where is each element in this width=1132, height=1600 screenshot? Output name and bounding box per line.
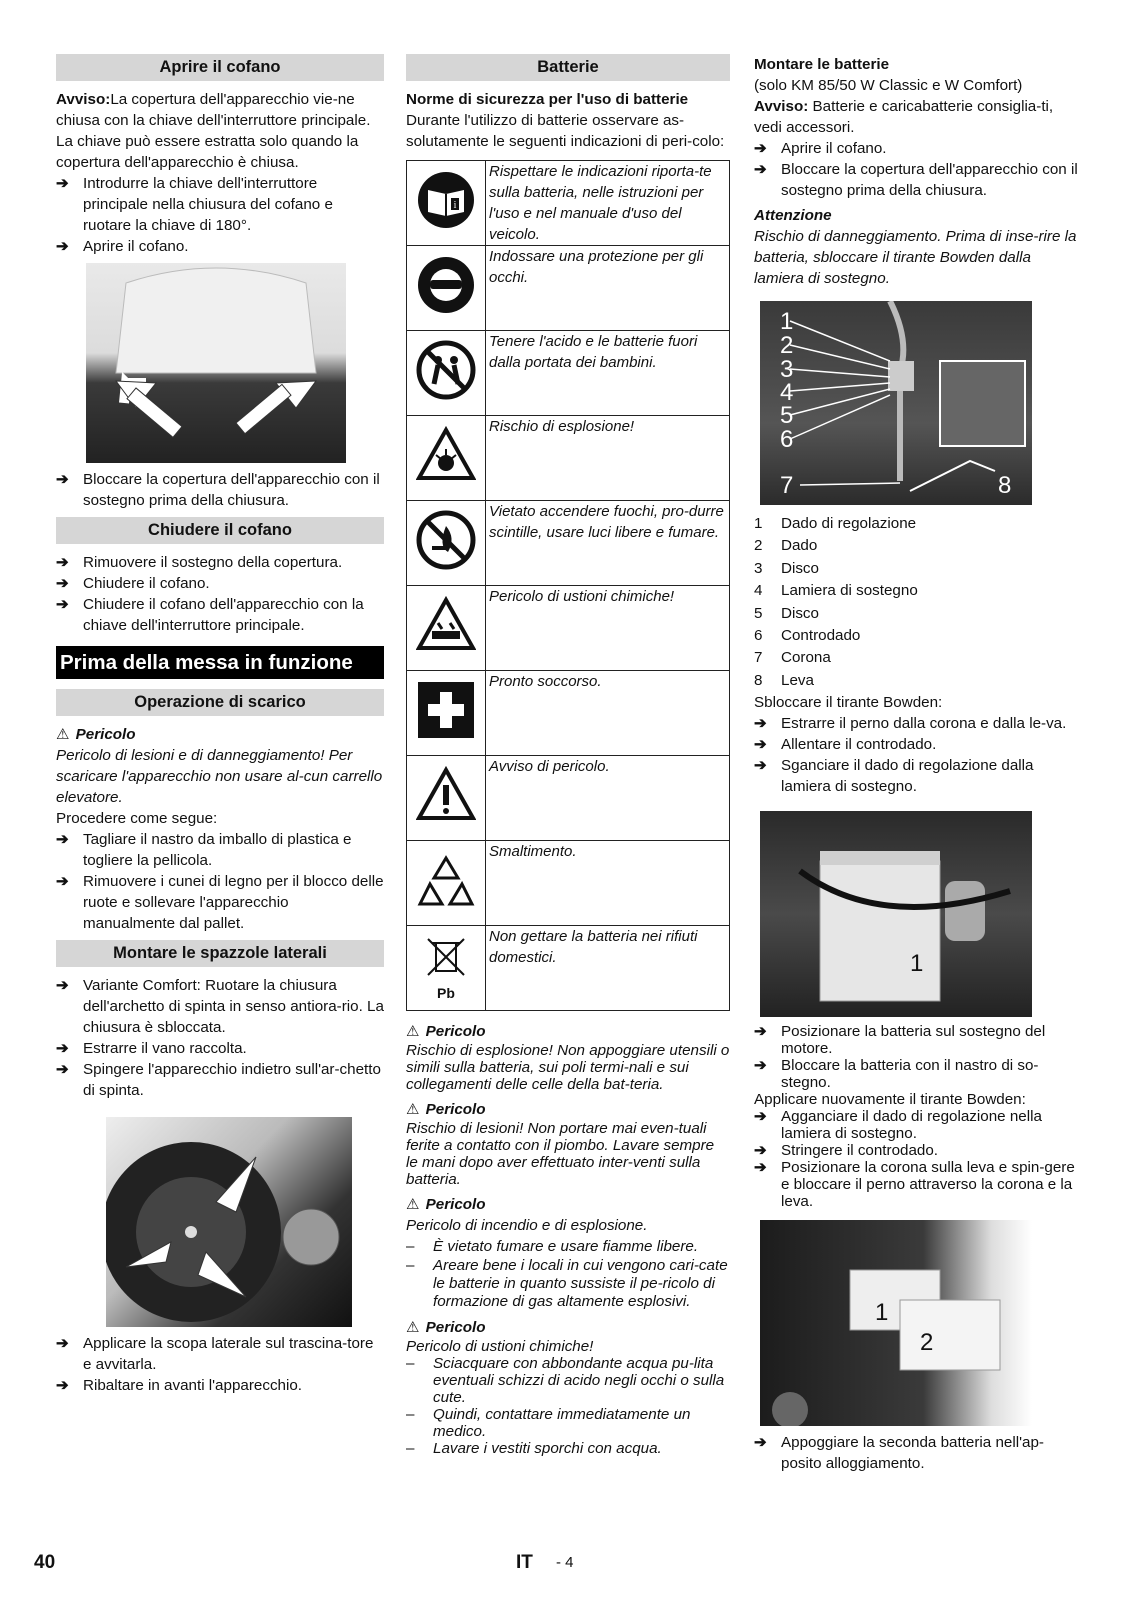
safety-text: Durante l'utilizzo di batterie osservare as-solutamente le seguenti indicazioni di peri-colo: [406,112,725,150]
symbol-text: Vietato accendere fuochi, pro-durre scintille, usare luci libere e fumare. [486,501,730,586]
danger-text: Pericolo di incendio e di esplosione. [406,1217,648,1234]
dash-item: – Quindi, contattare immediatamente un medico. [406,1406,730,1440]
step-item: ➔ Stringere il controdado. [754,1142,1080,1159]
callout-5: 5 [780,402,794,429]
list-item: 4 Lamiera di sostegno [754,582,918,600]
callout-3: 3 [780,356,794,383]
language-code: IT [516,1552,533,1573]
warning-triangle-icon: ⚠ [406,1023,420,1040]
symbol-text: Pronto soccorso. [486,671,730,756]
notice-paragraph [56,89,384,173]
dash-item: – È vietato fumare e usare fiamme libere. [406,1236,730,1257]
page-number: 40 [34,1552,56,1573]
step-item: ➔ Chiudere il cofano. [56,573,384,594]
bowden-graphic [760,301,1032,505]
step-item: ➔ Appoggiare la seconda batteria nell'ap-posito alloggiamento. [754,1432,1080,1474]
notice-paragraph [754,96,1080,138]
table-row [407,586,730,671]
column-right [754,54,1080,1474]
battery-graphic [760,811,1032,1017]
step-item: ➔ Sganciare il dado di regolazione dalla lamiera di sostegno. [754,755,1080,797]
section-page: - 4 [556,1554,574,1571]
danger-text: Rischio di esplosione! Non appoggiare utensili o simili sulla batteria, sui poli termi-nali e sui collegamenti delle celle della bat-teria. [406,1042,730,1093]
step-item: ➔ Chiudere il cofano dell'apparecchio con la chiave dell'interruttore principale. [56,594,384,636]
danger-heading: ⚠ Pericolo [406,1101,486,1118]
warning-triangle-icon: ⚠ [406,1101,420,1118]
step-item: ➔ Ribaltare in avanti l'apparecchio. [56,1375,384,1396]
reapply-intro: Applicare nuovamente il tirante Bowden: [754,1091,1026,1109]
danger-heading: ⚠ Pericolo [56,726,136,743]
symbol-text: Non gettare la batteria nei rifiuti domestici. [486,926,730,1011]
danger-text: Rischio di lesioni! Non portare mai even-tuali ferite a contatto con il piombo. Lavare sempre le mani dopo aver effettuato inter-venti sulla batteria. [406,1120,715,1188]
photo-battery-1 [760,811,1032,1017]
explosion-icon [416,425,476,485]
callout-8: 8 [998,472,1012,499]
corrosive-icon [416,595,476,655]
table-row [407,756,730,841]
step-item: ➔ Bloccare la copertura dell'apparecchio con il sostegno prima della chiusura. [754,159,1080,201]
table-row [407,331,730,416]
step-item: ➔ Posizionare la corona sulla leva e spin-gere e bloccare il perno attraverso la corona e la leva. [754,1159,1080,1210]
step-item: ➔ Aprire il cofano. [754,138,1080,159]
brush-graphic [106,1117,352,1327]
list-item: 7 Corona [754,649,831,667]
warning-triangle-icon: ⚠ [56,726,70,743]
symbol-text: Indossare una protezione per gli occhi. [486,246,730,331]
no-children-icon [416,340,476,400]
danger-text: Pericolo di lesioni e di danneggiamento! Per scaricare l'apparecchio non usare al-cun carrello elevatore. [56,747,383,806]
callout-7: 7 [780,472,794,499]
table-row [407,671,730,756]
no-fire-icon [416,510,476,570]
symbol-text: Avviso di pericolo. [486,756,730,841]
step-item: ➔ Bloccare la batteria con il nastro di so-stegno. [754,1057,1080,1091]
danger-heading: ⚠ Pericolo [406,1319,486,1336]
battery-pair-graphic [760,1220,1032,1426]
photo-battery-2 [760,1220,1032,1426]
list-item: 8 Leva [754,671,814,689]
recycling-icon [416,850,476,910]
safety-title: Norme di sicurezza per l'uso di batterie [406,91,689,108]
table-row [407,246,730,331]
notice-label: Avviso: [56,91,111,108]
warning-icon [416,765,476,825]
photo-callout-1: 1 [910,950,924,978]
step-item: ➔ Rimuovere il sostegno della copertura. [56,552,384,573]
section-heading-unload: Operazione di scarico [56,689,384,716]
mount-heading: Montare le batterie [754,56,890,73]
symbol-text: Pericolo di ustioni chimiche! [486,586,730,671]
notice-text: Batterie e caricabatterie consiglia-ti, vedi accessori. [754,98,1054,136]
danger-text: Pericolo di ustioni chimiche! [406,1338,594,1355]
caution-heading: Attenzione [754,207,832,224]
symbol-text: Rispettare le indicazioni riporta-te sulla batteria, nelle istruzioni per l'uso e nel manuale d'uso del veicolo. [486,161,730,246]
table-row [407,501,730,586]
first-aid-icon [416,680,476,740]
symbol-text: Rischio di esplosione! [486,416,730,501]
warning-triangle-icon: ⚠ [406,1196,420,1213]
dash-item: – Areare bene i locali in cui vengono cari-cate le batterie in quanto sussiste il pe-ricolo di formazione di gas altamente esplosivi. [406,1257,730,1311]
mount-subtitle: (solo KM 85/50 W Classic e W Comfort) [754,77,1023,94]
table-row [407,841,730,926]
symbol-text: Tenere l'acido e le batterie fuori dalla portata dei bambini. [486,331,730,416]
section-heading-close-hood: Chiudere il cofano [56,517,384,544]
manual-info-icon [416,170,476,230]
column-middle [406,54,730,1457]
arrows-graphic [86,263,346,463]
callout-2: 2 [780,332,794,359]
legend-list [754,513,1080,692]
photo-callout-1: 1 [875,1299,889,1327]
no-bin-pb-icon [416,935,476,979]
callout-6: 6 [780,426,794,453]
step-item: ➔ Introdurre la chiave dell'interruttore principale nella chiusura del cofano e ruotare la chiave di 180°. [56,173,384,236]
photo-callout-2: 2 [920,1329,934,1357]
step-item: ➔ Tagliare il nastro da imballo di plastica e togliere la pellicola. [56,829,384,871]
caution-text: Rischio di danneggiamento. Prima di inse-rire la batteria, sbloccare il tirante Bowden dalla lamiera di sostegno. [754,228,1077,287]
safety-symbols-table [406,160,730,1011]
photo-bowden-detail [760,301,1032,505]
table-row [407,161,730,246]
column-left [56,54,384,1396]
callout-4: 4 [780,379,794,406]
step-item: ➔ Agganciare il dado di regolazione nella lamiera di sostegno. [754,1108,1080,1142]
list-item: 5 Disco [754,604,819,622]
notice-label: Avviso: [754,98,809,115]
chapter-heading: Prima della messa in funzione [56,646,384,679]
table-row [407,926,730,1011]
warning-triangle-icon: ⚠ [406,1319,420,1336]
step-item: ➔ Spingere l'apparecchio indietro sull'ar-chetto di spinta. [56,1059,384,1101]
list-item: 1 Dado di regolazione [754,515,917,532]
step-item: ➔ Bloccare la copertura dell'apparecchio con il sostegno prima della chiusura. [56,469,384,511]
step-item: ➔ Posizionare la batteria sul sostegno del motore. [754,1023,1080,1057]
callout-1: 1 [780,308,794,335]
photo-side-brush [106,1117,352,1327]
section-heading-batteries: Batterie [406,54,730,81]
step-item: ➔ Estrarre il vano raccolta. [56,1038,384,1059]
step-item: ➔ Aprire il cofano. [56,236,384,257]
danger-heading: ⚠ Pericolo [406,1023,486,1040]
list-item: 3 Disco [754,559,819,577]
eye-protection-icon [416,255,476,315]
unlock-intro: Sbloccare il tirante Bowden: [754,694,943,712]
dash-item: – Sciacquare con abbondante acqua pu-lita eventuali schizzi di acido negli occhi o sulla cute. [406,1355,730,1406]
step-item: ➔ Estrarre il perno dalla corona e dalla le-va. [754,713,1080,734]
symbol-text: Smaltimento. [486,841,730,926]
photo-open-hood [86,263,346,463]
list-item: 6 Controdado [754,627,861,645]
table-row [407,416,730,501]
step-item: ➔ Variante Comfort: Ruotare la chiusura dell'archetto di spinta in senso antiora-rio. La chiusura è sbloccata. [56,975,384,1038]
section-heading-side-brushes: Montare le spazzole laterali [56,940,384,967]
notice-text: La copertura dell'apparecchio vie-ne chiusa con la chiave dell'interruttore principale. La chiave può essere estratta solo quando la copertura dell'apparecchio è chiusa. [56,91,371,171]
svg-text:i: i [453,200,457,211]
dash-item: – Lavare i vestiti sporchi con acqua. [406,1440,730,1457]
section-heading-open-hood: Aprire il cofano [56,54,384,81]
step-item: ➔ Allentare il controdado. [754,734,1080,755]
pb-label: Pb [437,985,455,1001]
danger-heading: ⚠ Pericolo [406,1196,486,1213]
step-item: ➔ Applicare la scopa laterale sul trascina-tore e avvitarla. [56,1333,384,1375]
step-item: ➔ Rimuovere i cunei di legno per il blocco delle ruote e sollevare l'apparecchio manualmente dal pallet. [56,871,384,934]
procedure-intro: Procedere come segue: [56,810,218,827]
list-item: 2 Dado [754,537,818,555]
